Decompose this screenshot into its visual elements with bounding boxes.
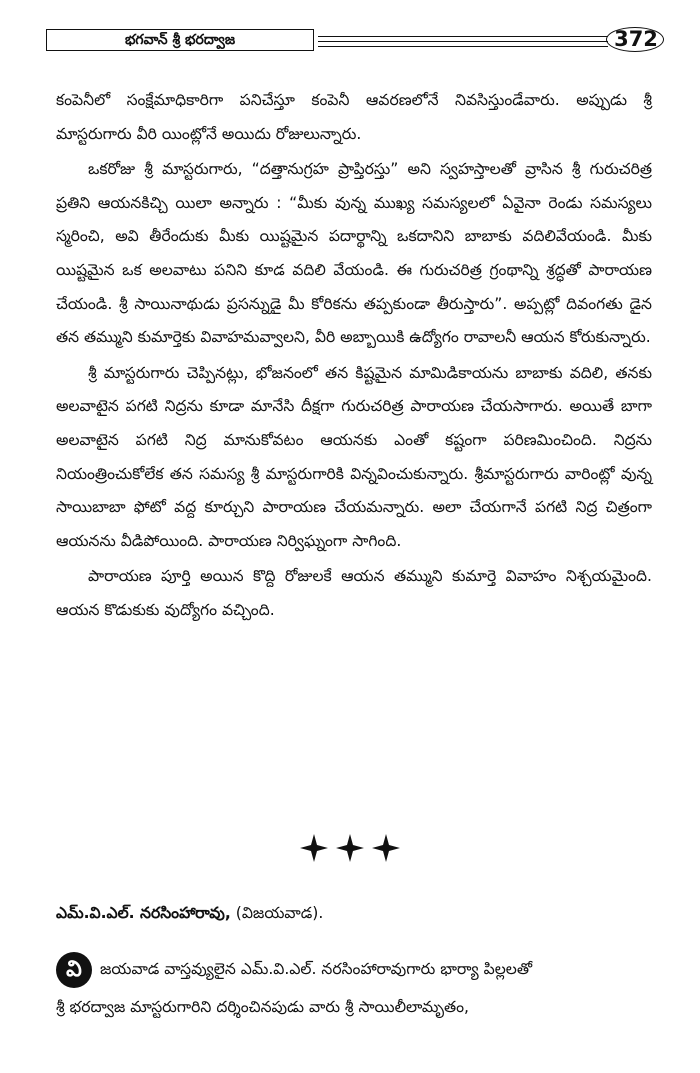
paragraph-1: కంపెనీలో సంక్షేమాధికారిగా పనిచేస్తూ కంపెనీ ఆవరణలోనే నివసిస్తుండేవారు. అప్పుడు శ్రీ మాస్టరుగారు వీరి యింట్లోనే అయిదు రోజులున్నారు. — [56, 91, 652, 143]
paragraph-4: పారాయణ పూర్తి అయిన కొద్ది రోజులకే ఆయన తమ్ముని కుమార్తె వివాహం నిశ్చయమైంది. ఆయన కొడుకుకు వుద్యోగం వచ్చింది. — [56, 567, 652, 619]
drop-paragraph-line-2: శ్రీ భరద్వాజ మాస్టరుగారిని దర్శించినపుడు వారు శ్రీ సాయిలీలామృతం, — [56, 998, 469, 1016]
person-place: (విజయవాడ). — [230, 904, 324, 922]
paragraph-2: ఒకరోజు శ్రీ మాస్టరుగారు, “దత్తానుగ్రహ ప్రాప్తిరస్తు” అని స్వహస్తాలతో వ్రాసిన శ్రీ గురుచరిత్ర ప్రతిని ఆయనకిచ్చి యిలా అన్నారు : “మీకు వున్న ముఖ్య సమస్యలలో ఏవైనా రెండు సమస్యలు స్మరించి, అవి తీరేందుకు మీకు యిష్టమైన పదార్థాన్ని ఒకదానిని బాబాకు వదిలివేయండి. మీకు యిష్టమైన ఒక అలవాటు పనిని కూడ వదిలి వేయండి. ఈ గురుచరిత్ర గ్రంథాన్ని శ్రద్ధతో పారాయణ చేయండి. శ్రీ సాయినాథుడు ప్రసన్నుడై మీ కోరికను తప్పకుండా తీరుస్తారు”. అప్పట్లో దివంగతు డైన తన తమ్ముని కుమార్తెకు వివాహమవ్వాలని, వీరి అబ్బాయికి ఉద్యోగం రావాలనీ ఆయన కోరుకున్నారు. — [56, 160, 652, 347]
page-header — [46, 29, 658, 55]
paragraph-3: శ్రీ మాస్టరుగారు చెప్పినట్లు, భోజనంలో తన కిష్టమైన మామిడికాయను బాబాకు వదిలి, తనకు అలవాటైన పగటి నిద్రను కూడా మానేసి దీక్షగా గురుచరిత్ర పారాయణ చేయసాగారు. అయితే బాగా అలవాటైన పగటి నిద్ర మానుకోవటం ఆయనకు ఎంతో కష్టంగా పరిణమించింది. నిద్రను నియంత్రించుకోలేక తన సమస్య శ్రీ మాస్టరుగారికి విన్నవించుకున్నారు. శ్రీమాస్టరుగారు వారింట్లో వున్న సాయిబాబా ఫోటో వద్ద కూర్చుని పారాయణ చేయమన్నారు. అలా చేయగానే పగటి నిద్ర చిత్రంగా ఆయనను వీడిపోయింది. పారాయణ నిర్విఘ్నంగా సాగింది. — [56, 363, 652, 550]
header-rule-middle — [318, 41, 608, 42]
header-rule-top — [318, 36, 608, 37]
drop-cap-initial: వి — [56, 952, 92, 988]
running-title: భగవాన్ శ్రీ భరద్వాజ — [46, 29, 314, 51]
four-point-star-icon — [300, 834, 328, 862]
person-name: ఎమ్.వి.ఎల్. నరసింహారావు, — [56, 904, 231, 922]
section-heading — [56, 896, 652, 930]
body-text — [56, 84, 652, 630]
drop-paragraph-line-1: జయవాడ వాస్తవ్యులైన ఎమ్.వి.ఎల్. నరసింహారావుగారు భార్యా పిల్లలతో — [100, 960, 533, 978]
ornament-divider — [296, 832, 404, 864]
drop-cap-paragraph — [56, 950, 652, 1026]
four-point-star-icon — [372, 834, 400, 862]
header-rule-bottom — [318, 46, 608, 47]
four-point-star-icon — [336, 834, 364, 862]
page-number: 372 — [610, 25, 662, 53]
